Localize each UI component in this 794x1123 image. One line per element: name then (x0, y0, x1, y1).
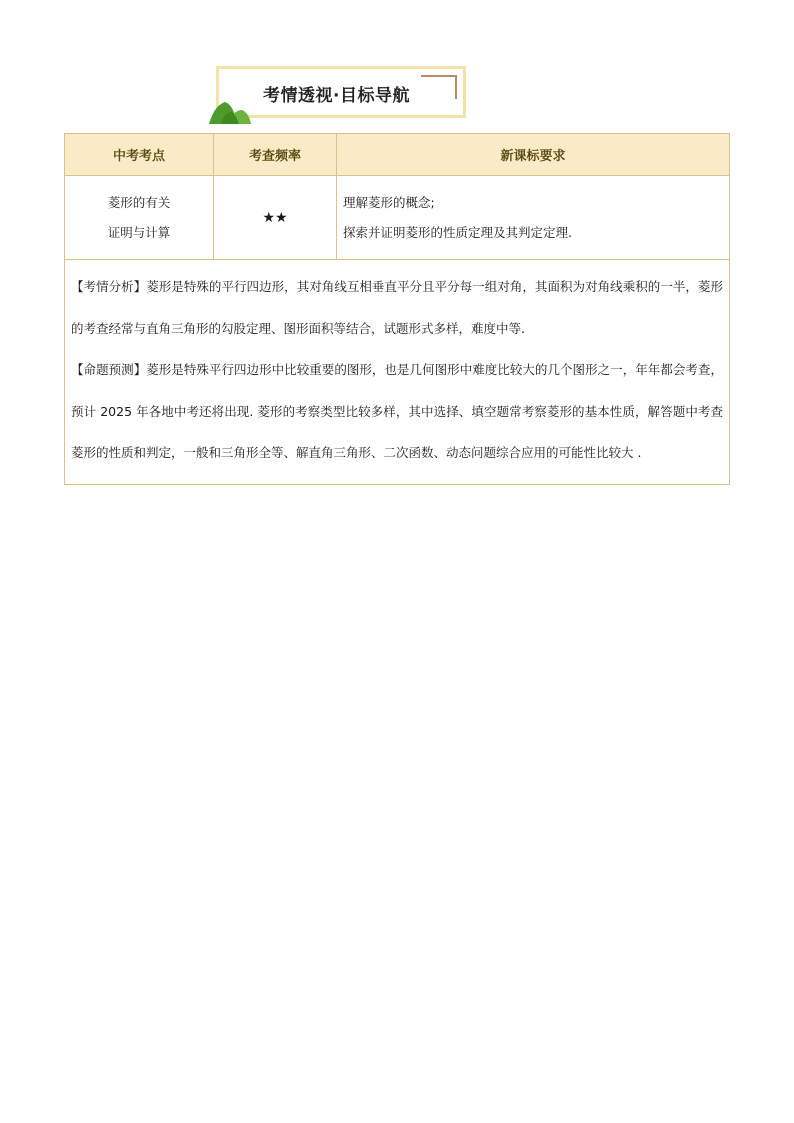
requirements-cell (337, 176, 730, 260)
analysis-cell (65, 260, 730, 485)
analysis-row (65, 260, 730, 485)
header-frequency: 考查频率 (214, 134, 337, 176)
requirement-line: 探索并证明菱形的性质定理及其判定定理. (343, 224, 572, 240)
header-requirements: 新课标要求 (337, 134, 730, 176)
analysis-paragraph (71, 266, 723, 349)
corner-decoration (419, 73, 459, 103)
prediction-paragraph (71, 349, 723, 474)
section-banner (216, 66, 466, 118)
prediction-label: 【命题预测】 (71, 362, 147, 377)
exam-analysis-table (64, 133, 730, 485)
topic-line: 菱形的有关 (107, 194, 171, 210)
table-header-row (65, 134, 730, 176)
topic-line: 证明与计算 (107, 224, 171, 240)
prediction-text: 菱形是特殊平行四边形中比较重要的图形，也是几何图形中难度比较大的几个图形之一，年年都会考查，预计 2025 年各地中考还将出现. 菱形的考察类型比较多样，其中选择、填空题常考察菱形的基本性质，解答题中考查菱形的性质和判定，一般和三角形全等、解直角三角形、二次函数、动态问题综合应用的可能性比较大 . (71, 362, 723, 460)
topic-cell (65, 176, 214, 260)
frequency-stars: ★★ (214, 176, 337, 260)
analysis-label: 【考情分析】 (71, 279, 147, 294)
analysis-text: 菱形是特殊的平行四边形，其对角线互相垂直平分且平分每一组对角，其面积为对角线乘积的一半，菱形的考查经常与直角三角形的勾股定理、图形面积等结合，试题形式多样，难度中等. (71, 279, 723, 336)
banner-title: 考情透视·目标导航 (263, 86, 410, 106)
requirement-line: 理解菱形的概念; (343, 194, 435, 210)
hills-icon (209, 98, 251, 124)
header-topic: 中考考点 (65, 134, 214, 176)
table-row (65, 176, 730, 260)
